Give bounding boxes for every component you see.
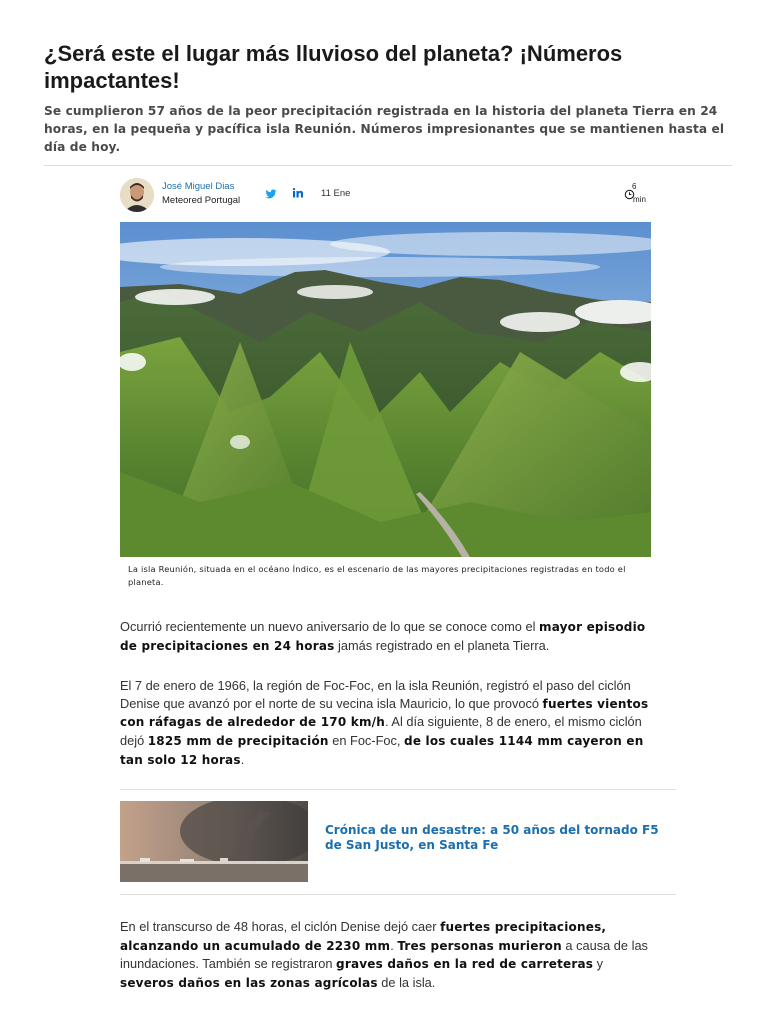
body-text: Ocurrió recientemente un nuevo aniversario de lo que se conoce como el [120, 619, 539, 634]
emphasis-text: severos daños en las zonas agrícolas [120, 976, 378, 991]
read-time-unit: min [633, 195, 646, 204]
publish-date: 11 Ene [321, 188, 351, 199]
byline [120, 176, 650, 214]
related-article-image[interactable] [120, 801, 308, 882]
article-headline: ¿Será este el lugar más lluvioso del planeta? ¡Números impactantes! [44, 41, 623, 93]
related-article-card[interactable] [120, 789, 676, 895]
body-text: a causa de las inundaciones. También se registraron [120, 937, 648, 972]
emphasis-text: 1825 mm de precipitación [147, 734, 329, 749]
emphasis-text: Tres personas murieron [397, 938, 562, 953]
linkedin-icon[interactable] [292, 187, 304, 199]
twitter-icon[interactable] [265, 188, 277, 200]
emphasis-text: mayor episodio de precipitaciones en 24 horas [120, 620, 646, 653]
hero-image [120, 222, 651, 557]
emphasis-text: fuertes vientos con ráfagas de alrededor de 170 km/h [120, 696, 649, 730]
body-text: . [240, 751, 245, 767]
author-avatar[interactable] [120, 178, 154, 212]
body-text: En el transcurso de 48 horas, el ciclón Denise dejó caer [120, 919, 441, 934]
author-name-link[interactable]: José Miguel Dias [162, 181, 235, 192]
header-divider [44, 165, 732, 166]
read-time [620, 180, 650, 206]
body-text: en Foc-Foc, [328, 733, 405, 749]
author-organization: Meteored Portugal [162, 195, 241, 206]
body-text: jamás registrado en el planeta Tierra. [334, 637, 550, 653]
body-text: . Al día siguiente, 8 de enero, el mismo ciclón dejó [120, 714, 642, 749]
emphasis-text: fuertes precipitaciones, alcanzando un acumulado de 2230 mm [120, 920, 607, 953]
body-text: de la isla. [377, 975, 436, 991]
body-text: y [593, 956, 604, 972]
emphasis-text: graves daños en la red de carreteras [336, 957, 594, 972]
read-time-value: 6 [632, 182, 637, 191]
body-text: . [390, 937, 398, 953]
related-article-title-link[interactable]: Crónica de un desastre: a 50 años del tornado F5 de San Justo, en Santa Fe [325, 823, 659, 852]
body-paragraph-2 [120, 677, 660, 770]
emphasis-text: de los cuales 1144 mm cayeron en tan solo 12 horas [120, 734, 644, 767]
article-subheadline: Se cumplieron 57 años de la peor precipitación registrada en la historia del planeta Tierra en 24 horas, en la pequeña y pacífica isla Reunión. Números impresionantes que se mantienen hasta el día de hoy. [44, 104, 725, 154]
body-paragraph-1 [120, 618, 660, 655]
body-text: El 7 de enero de 1966, la región de Foc-Foc, en la isla Reunión, registró el paso del ciclón Denise que avanzó por el norte de su vecina isla Mauricio, lo que provocó [120, 678, 631, 711]
hero-caption: La isla Reunión, situada en el océano Índico, es el escenario de las mayores precipitaciones registradas en todo el planeta. [128, 564, 626, 587]
body-paragraph-3 [120, 918, 660, 993]
